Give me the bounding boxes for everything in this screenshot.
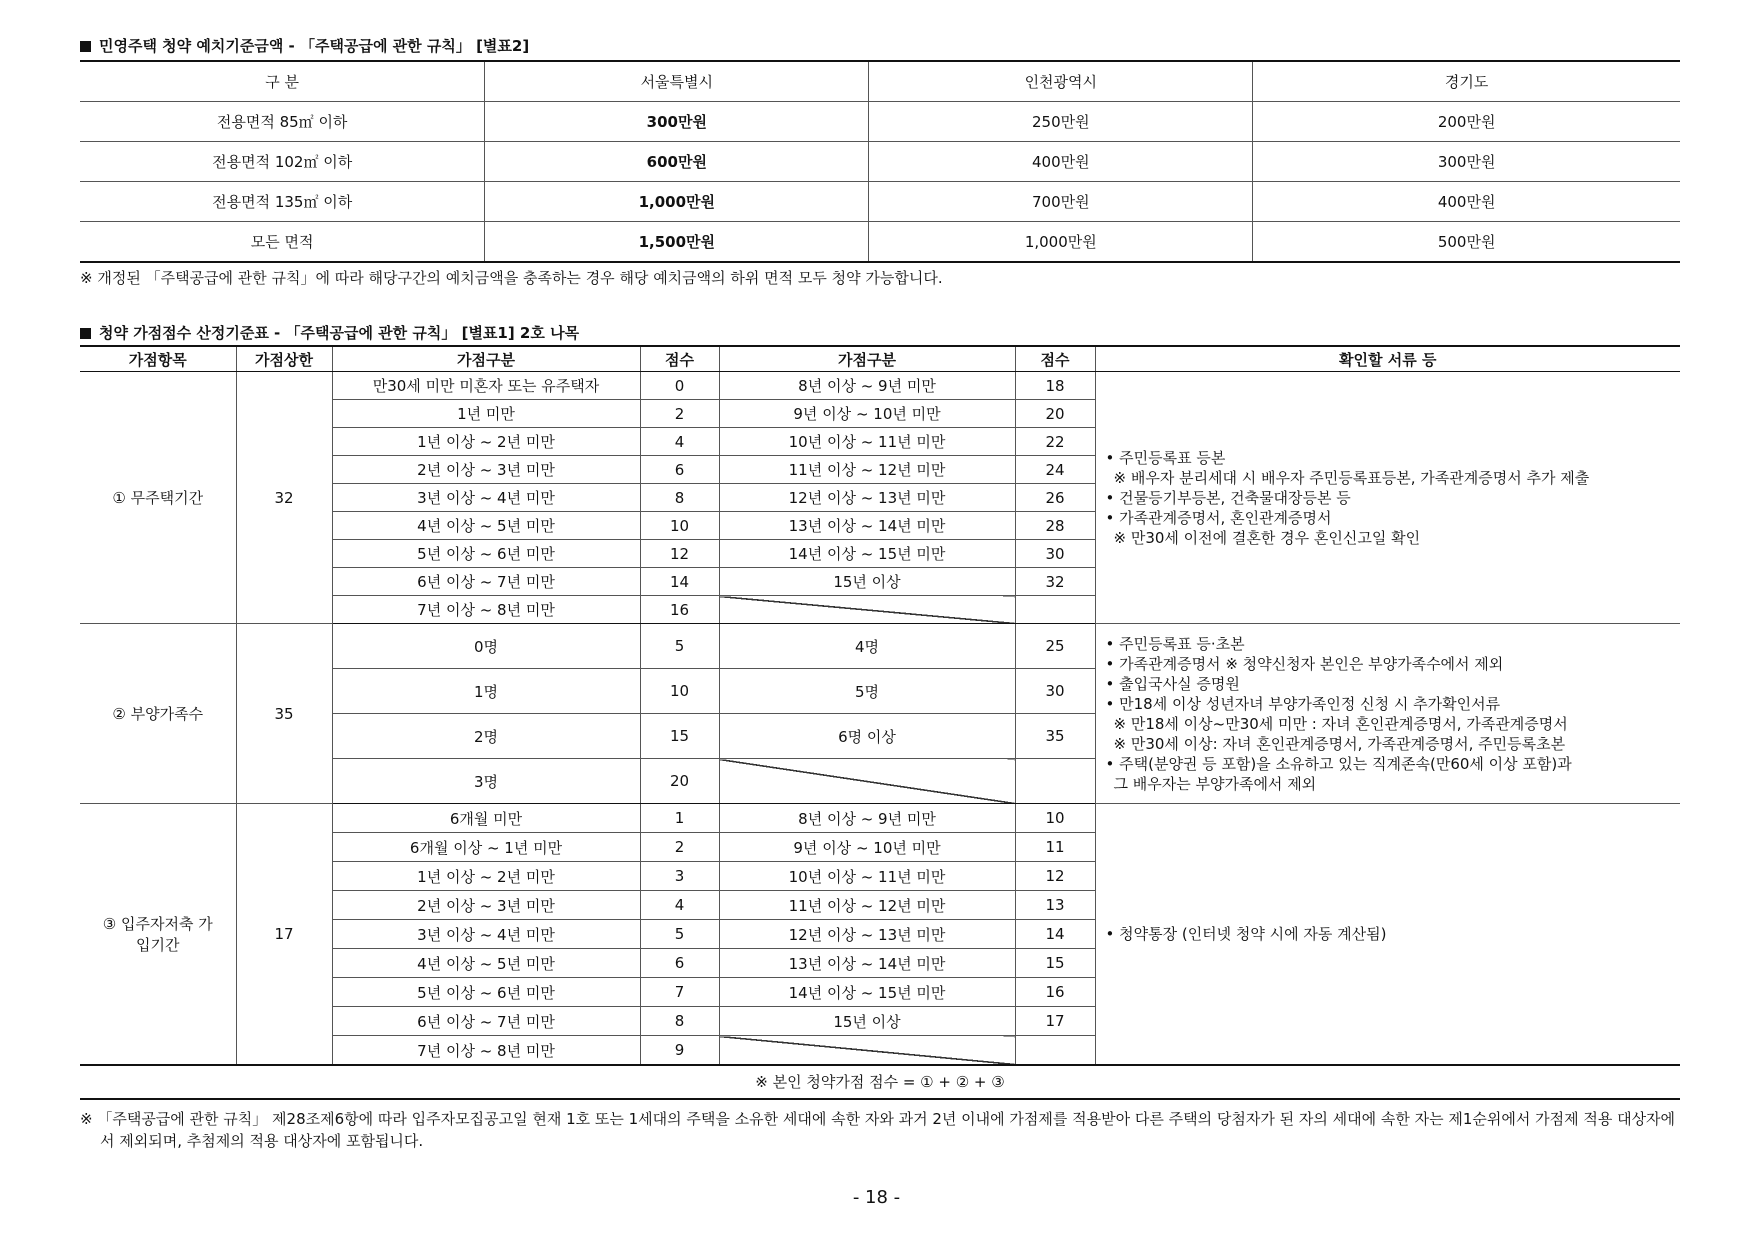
documents-cell — [1095, 372, 1680, 624]
score-range-cell: 만30세 미만 미혼자 또는 유주택자 — [332, 372, 640, 400]
score-header-cell: 점수 — [1015, 346, 1095, 372]
score-item-cell: ② 부양가족수 — [80, 624, 236, 804]
score-row — [80, 804, 1680, 833]
score-value-cell — [1015, 759, 1095, 804]
documents-cell — [1095, 804, 1680, 1066]
score-value-cell: 4 — [640, 428, 719, 456]
score-range-cell: 5년 이상 ~ 6년 미만 — [332, 540, 640, 568]
score-range-cell: 6명 이상 — [719, 714, 1015, 759]
score-range-cell: 9년 이상 ~ 10년 미만 — [719, 400, 1015, 428]
deposit-amount-cell: 300만원 — [485, 102, 869, 142]
deposit-amount-cell: 400만원 — [869, 142, 1253, 182]
score-range-cell: 14년 이상 ~ 15년 미만 — [719, 978, 1015, 1007]
document-line: • 가족관계증명서, 혼인관계증명서 — [1105, 508, 1332, 527]
score-value-cell: 7 — [640, 978, 719, 1007]
deposit-area-cell: 전용면적 102㎡ 이하 — [80, 142, 485, 182]
score-range-cell: 2명 — [332, 714, 640, 759]
deposit-area-cell: 전용면적 135㎡ 이하 — [80, 182, 485, 222]
document-line: • 가족관계증명서 ※ 청약신청자 본인은 부양가족수에서 제외 — [1105, 654, 1504, 673]
score-row — [80, 372, 1680, 400]
score-range-cell: 15년 이상 — [719, 568, 1015, 596]
square-bullet-icon — [80, 328, 91, 339]
section2-title — [80, 323, 1680, 343]
score-range-cell — [719, 596, 1015, 624]
deposit-header-cell: 경기도 — [1253, 61, 1680, 102]
score-range-cell: 2년 이상 ~ 3년 미만 — [332, 891, 640, 920]
score-header-cell: 확인할 서류 등 — [1095, 346, 1680, 372]
score-range-cell: 7년 이상 ~ 8년 미만 — [332, 1036, 640, 1066]
deposit-area-cell: 전용면적 85㎡ 이하 — [80, 102, 485, 142]
score-range-cell: 4년 이상 ~ 5년 미만 — [332, 949, 640, 978]
square-bullet-icon — [80, 41, 91, 52]
score-value-cell: 16 — [1015, 978, 1095, 1007]
score-value-cell: 4 — [640, 891, 719, 920]
score-range-cell: 5명 — [719, 669, 1015, 714]
score-range-cell: 9년 이상 ~ 10년 미만 — [719, 833, 1015, 862]
document-line: ※ 배우자 분리세대 시 배우자 주민등록표등본, 가족관계증명서 추가 제출 — [1113, 468, 1590, 487]
score-range-cell: 1년 이상 ~ 2년 미만 — [332, 428, 640, 456]
score-value-cell: 9 — [640, 1036, 719, 1066]
score-item-cell: ③ 입주자저축 가입기간 — [80, 804, 236, 1066]
score-range-cell: 10년 이상 ~ 11년 미만 — [719, 862, 1015, 891]
score-value-cell: 32 — [1015, 568, 1095, 596]
score-value-cell: 8 — [640, 484, 719, 512]
score-value-cell: 10 — [640, 669, 719, 714]
score-value-cell: 0 — [640, 372, 719, 400]
score-range-cell: 10년 이상 ~ 11년 미만 — [719, 428, 1015, 456]
document-line: 그 배우자는 부양가족에서 제외 — [1113, 774, 1317, 793]
score-range-cell: 11년 이상 ~ 12년 미만 — [719, 456, 1015, 484]
score-range-cell: 5년 이상 ~ 6년 미만 — [332, 978, 640, 1007]
score-header-cell: 가점구분 — [332, 346, 640, 372]
score-range-cell: 1명 — [332, 669, 640, 714]
score-value-cell: 24 — [1015, 456, 1095, 484]
score-range-cell: 3년 이상 ~ 4년 미만 — [332, 920, 640, 949]
score-value-cell: 10 — [640, 512, 719, 540]
score-range-cell: 6년 이상 ~ 7년 미만 — [332, 568, 640, 596]
score-range-cell: 7년 이상 ~ 8년 미만 — [332, 596, 640, 624]
score-max-cell: 35 — [236, 624, 332, 804]
score-value-cell: 11 — [1015, 833, 1095, 862]
document-line: • 주민등록표 등·초본 — [1105, 634, 1245, 653]
score-value-cell: 8 — [640, 1007, 719, 1036]
score-value-cell: 20 — [640, 759, 719, 804]
score-range-cell: 1년 미만 — [332, 400, 640, 428]
score-header-cell: 점수 — [640, 346, 719, 372]
score-value-cell: 1 — [640, 804, 719, 833]
document-line: • 주민등록표 등본 — [1105, 448, 1226, 467]
score-value-cell: 5 — [640, 920, 719, 949]
score-value-cell: 16 — [640, 596, 719, 624]
score-value-cell: 22 — [1015, 428, 1095, 456]
score-item-cell: ① 무주택기간 — [80, 372, 236, 624]
deposit-row — [80, 142, 1680, 182]
deposit-amount-cell: 1,000만원 — [485, 182, 869, 222]
deposit-table — [80, 60, 1680, 263]
deposit-amount-cell: 400만원 — [1253, 182, 1680, 222]
score-range-cell: 3명 — [332, 759, 640, 804]
score-max-cell: 32 — [236, 372, 332, 624]
score-value-cell: 26 — [1015, 484, 1095, 512]
score-value-cell: 20 — [1015, 400, 1095, 428]
score-range-cell — [719, 759, 1015, 804]
document-line: • 출입국사실 증명원 — [1105, 674, 1240, 693]
deposit-row — [80, 222, 1680, 263]
deposit-row — [80, 182, 1680, 222]
score-range-cell: 11년 이상 ~ 12년 미만 — [719, 891, 1015, 920]
deposit-row — [80, 102, 1680, 142]
score-value-cell: 17 — [1015, 1007, 1095, 1036]
score-range-cell: 6개월 이상 ~ 1년 미만 — [332, 833, 640, 862]
score-max-cell: 17 — [236, 804, 332, 1066]
document-line: • 만18세 이상 성년자녀 부양가족인정 신청 시 추가확인서류 — [1105, 694, 1501, 713]
score-value-cell: 14 — [640, 568, 719, 596]
deposit-amount-cell: 1,000만원 — [869, 222, 1253, 263]
page-number: - 18 - — [852, 1187, 901, 1208]
score-range-cell: 15년 이상 — [719, 1007, 1015, 1036]
document-line: • 주택(분양권 등 포함)을 소유하고 있는 직계존속(만60세 이상 포함)과 — [1105, 754, 1572, 773]
deposit-amount-cell: 600만원 — [485, 142, 869, 182]
score-value-cell: 2 — [640, 833, 719, 862]
deposit-note: ※ 개정된 「주택공급에 관한 규칙」에 따라 해당구간의 예치금액을 충족하는 경우 해당 예치금액의 하위 면적 모두 청약 가능합니다. — [80, 269, 943, 287]
score-value-cell — [1015, 1036, 1095, 1066]
score-value-cell: 18 — [1015, 372, 1095, 400]
score-range-cell: 3년 이상 ~ 4년 미만 — [332, 484, 640, 512]
score-range-cell: 4년 이상 ~ 5년 미만 — [332, 512, 640, 540]
score-range-cell: 2년 이상 ~ 3년 미만 — [332, 456, 640, 484]
deposit-header-cell: 인천광역시 — [869, 61, 1253, 102]
score-header-cell: 가점상한 — [236, 346, 332, 372]
score-value-cell: 12 — [1015, 862, 1095, 891]
score-range-cell: 6개월 미만 — [332, 804, 640, 833]
total-score-formula: ※ 본인 청약가점 점수 = ① + ② + ③ — [80, 1066, 1680, 1100]
score-value-cell: 30 — [1015, 540, 1095, 568]
deposit-amount-cell: 250만원 — [869, 102, 1253, 142]
section2-title-text: 청약 가점점수 산정기준표 - 「주택공급에 관한 규칙」 [별표1] 2호 나목 — [99, 324, 580, 342]
score-value-cell: 15 — [640, 714, 719, 759]
deposit-amount-cell: 300만원 — [1253, 142, 1680, 182]
deposit-amount-cell: 200만원 — [1253, 102, 1680, 142]
score-value-cell: 25 — [1015, 624, 1095, 669]
score-value-cell: 6 — [640, 949, 719, 978]
score-range-cell: 14년 이상 ~ 15년 미만 — [719, 540, 1015, 568]
score-value-cell: 14 — [1015, 920, 1095, 949]
deposit-header-cell: 구 분 — [80, 61, 485, 102]
deposit-amount-cell: 500만원 — [1253, 222, 1680, 263]
score-value-cell: 13 — [1015, 891, 1095, 920]
score-range-cell — [719, 1036, 1015, 1066]
score-value-cell: 3 — [640, 862, 719, 891]
document-line: • 건물등기부등본, 건축물대장등본 등 — [1105, 488, 1351, 507]
score-value-cell: 6 — [640, 456, 719, 484]
document-line: ※ 만18세 이상~만30세 미만 : 자녀 혼인관계증명서, 가족관계증명서 — [1113, 714, 1568, 733]
score-range-cell: 4명 — [719, 624, 1015, 669]
score-table — [80, 345, 1680, 1066]
score-value-cell: 15 — [1015, 949, 1095, 978]
score-range-cell: 6년 이상 ~ 7년 미만 — [332, 1007, 640, 1036]
score-range-cell: 13년 이상 ~ 14년 미만 — [719, 949, 1015, 978]
score-value-cell: 28 — [1015, 512, 1095, 540]
score-value-cell: 30 — [1015, 669, 1095, 714]
document-line: • 청약통장 (인터넷 청약 시에 자동 계산됨) — [1105, 925, 1387, 943]
score-range-cell: 8년 이상 ~ 9년 미만 — [719, 804, 1015, 833]
score-header-cell: 가점항목 — [80, 346, 236, 372]
score-value-cell: 5 — [640, 624, 719, 669]
score-table-header — [80, 346, 1680, 372]
score-row — [80, 624, 1680, 669]
score-note: ※ 「주택공급에 관한 규칙」 제28조제6항에 따라 입주자모집공고일 현재 1호 또는 1세대의 주택을 소유한 세대에 속한 자와 과거 2년 이내에 가점제를 적용받아 다른 주택의 당첨자가 된 자의 세대에 속한 자는 제1순위에서 가점제 적용 대상자에서 제외되며, 추첨제의 적용 대상자에 포함됩니다. — [80, 1110, 1676, 1150]
section1-title — [80, 36, 1680, 56]
score-range-cell: 13년 이상 ~ 14년 미만 — [719, 512, 1015, 540]
documents-cell — [1095, 624, 1680, 804]
score-value-cell: 10 — [1015, 804, 1095, 833]
score-range-cell: 12년 이상 ~ 13년 미만 — [719, 484, 1015, 512]
score-range-cell: 12년 이상 ~ 13년 미만 — [719, 920, 1015, 949]
score-range-cell: 1년 이상 ~ 2년 미만 — [332, 862, 640, 891]
document-line: ※ 만30세 이상: 자녀 혼인관계증명서, 가족관계증명서, 주민등록초본 — [1113, 734, 1566, 753]
score-header-cell: 가점구분 — [719, 346, 1015, 372]
score-value-cell: 2 — [640, 400, 719, 428]
score-value-cell — [1015, 596, 1095, 624]
score-range-cell: 0명 — [332, 624, 640, 669]
deposit-amount-cell: 1,500만원 — [485, 222, 869, 263]
score-value-cell: 35 — [1015, 714, 1095, 759]
score-value-cell: 12 — [640, 540, 719, 568]
section1-title-text: 민영주택 청약 예치기준금액 - 「주택공급에 관한 규칙」 [별표2] — [99, 37, 530, 55]
score-range-cell: 8년 이상 ~ 9년 미만 — [719, 372, 1015, 400]
deposit-header-cell: 서울특별시 — [485, 61, 869, 102]
document-line: ※ 만30세 이전에 결혼한 경우 혼인신고일 확인 — [1113, 528, 1421, 547]
deposit-amount-cell: 700만원 — [869, 182, 1253, 222]
deposit-area-cell: 모든 면적 — [80, 222, 485, 263]
deposit-table-header — [80, 61, 1680, 102]
